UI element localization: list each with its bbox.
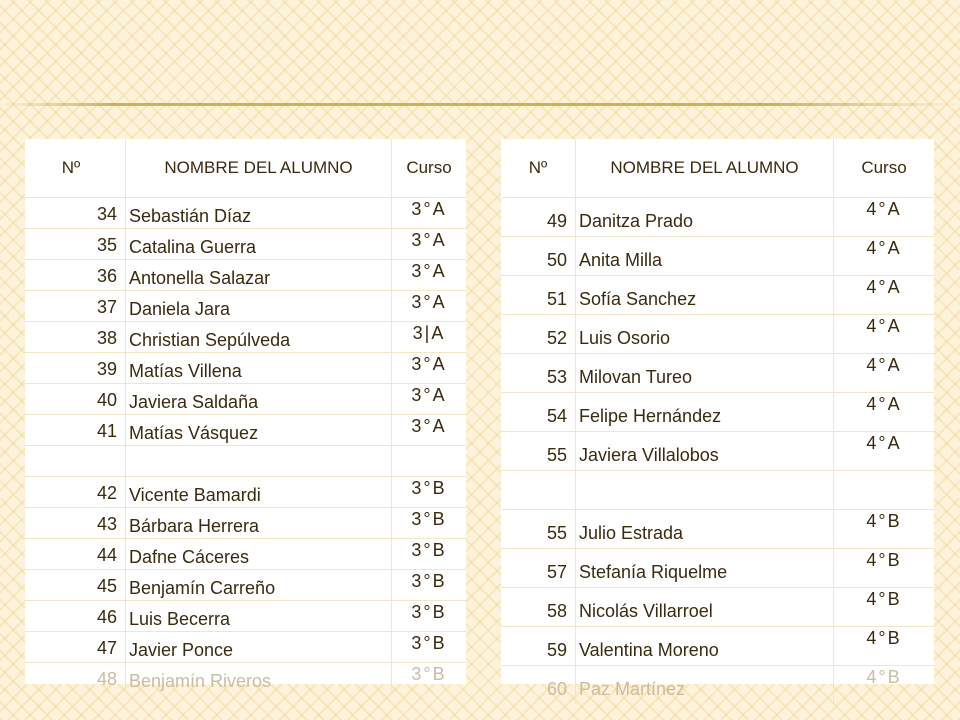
cell-num-text: 55 — [546, 444, 567, 465]
table-row — [25, 662, 466, 693]
cell-num-text: 37 — [96, 296, 117, 317]
cell-name — [126, 322, 392, 352]
cell-curso-text: 3°A — [411, 354, 447, 374]
cell-name — [576, 276, 834, 314]
cell-num-text: 43 — [96, 513, 117, 534]
cell-num — [501, 276, 576, 314]
table-row — [501, 275, 934, 314]
cell-name — [126, 291, 392, 321]
cell-curso-text: 3|A — [412, 323, 446, 343]
cell-name — [126, 446, 392, 476]
table-row — [501, 236, 934, 275]
cell-name — [576, 198, 834, 236]
cell-name-text: Daniela Jara — [129, 298, 231, 319]
cell-curso — [834, 432, 934, 470]
table-row — [501, 626, 934, 665]
cell-curso — [834, 276, 934, 314]
cell-name — [126, 663, 392, 693]
student-table-3rd-grade — [25, 139, 466, 691]
table-row — [25, 538, 466, 569]
table-header — [501, 139, 934, 197]
table-row — [25, 321, 466, 352]
table-row — [501, 587, 934, 626]
cell-num-text: 58 — [546, 600, 567, 621]
cell-num-text: 59 — [546, 639, 567, 660]
cell-name-text: Sofía Sanchez — [579, 288, 697, 309]
cell-name-text: Julio Estrada — [579, 522, 684, 543]
cell-curso — [392, 539, 466, 569]
cell-name-text: Luis Osorio — [579, 327, 671, 348]
cell-curso — [834, 588, 934, 626]
table-row — [25, 197, 466, 228]
table-row — [25, 414, 466, 445]
cell-num-text: 54 — [546, 405, 567, 426]
cell-name — [576, 393, 834, 431]
cell-curso — [392, 415, 466, 445]
cell-num-text: 49 — [546, 210, 567, 231]
cell-name-text: Valentina Moreno — [579, 639, 719, 660]
cell-name-text: Felipe Hernández — [579, 405, 722, 426]
cell-num-text: 39 — [96, 358, 117, 379]
cell-curso-text: 3°B — [411, 602, 447, 622]
cell-curso — [834, 471, 934, 509]
cell-num — [501, 471, 576, 509]
cell-curso-text: 3°A — [411, 230, 447, 250]
cell-num — [501, 432, 576, 470]
cell-num-text: 42 — [96, 482, 117, 503]
cell-name — [126, 260, 392, 290]
cell-name — [576, 510, 834, 548]
cell-name-text: Paz Martínez — [579, 678, 686, 699]
cell-name-text: Javier Ponce — [129, 639, 234, 660]
cell-curso — [392, 446, 466, 476]
cell-num-text: 40 — [96, 389, 117, 410]
cell-name-text: Javiera Villalobos — [579, 444, 719, 465]
cell-num — [25, 508, 126, 538]
cell-name-text: Javiera Saldaña — [129, 391, 259, 412]
cell-num — [25, 570, 126, 600]
table-row — [25, 383, 466, 414]
cell-name — [576, 315, 834, 353]
cell-name — [576, 432, 834, 470]
cell-num — [501, 198, 576, 236]
cell-num-text: 35 — [96, 234, 117, 255]
cell-curso-text: 4°B — [866, 511, 902, 531]
cell-num — [501, 393, 576, 431]
cell-name — [576, 471, 834, 509]
cell-curso — [834, 666, 934, 704]
cell-name-text: Vicente Bamardi — [129, 484, 261, 505]
cell-num — [25, 384, 126, 414]
cell-curso-text: 4°A — [866, 277, 902, 297]
cell-curso-text: 3°B — [411, 664, 447, 684]
cell-num-text: 44 — [96, 544, 117, 565]
cell-num — [501, 510, 576, 548]
table-row — [25, 631, 466, 662]
cell-num — [25, 477, 126, 507]
table-row — [25, 352, 466, 383]
header-name: NOMBRE DEL ALUMNO — [126, 139, 392, 197]
cell-curso-text: 4°B — [866, 628, 902, 648]
cell-num — [25, 291, 126, 321]
cell-name — [576, 237, 834, 275]
cell-name — [126, 508, 392, 538]
cell-name — [576, 627, 834, 665]
cell-curso — [392, 632, 466, 662]
cell-name — [126, 570, 392, 600]
table-row — [25, 476, 466, 507]
cell-curso — [834, 354, 934, 392]
cell-num — [25, 260, 126, 290]
cell-curso — [834, 198, 934, 236]
cell-curso — [392, 353, 466, 383]
cell-name-text: Dafne Cáceres — [129, 546, 250, 567]
cell-num — [501, 666, 576, 704]
table-row-empty — [501, 470, 934, 509]
cell-curso — [392, 260, 466, 290]
cell-curso — [392, 601, 466, 631]
cell-num-text: 38 — [96, 327, 117, 348]
cell-num-text: 57 — [546, 561, 567, 582]
table-row — [25, 228, 466, 259]
cell-num-text: 46 — [96, 606, 117, 627]
cell-curso-text: 4°A — [866, 433, 902, 453]
cell-curso-text: 3°A — [411, 385, 447, 405]
cell-name — [126, 477, 392, 507]
cell-curso-text: 3°A — [411, 292, 447, 312]
cell-name-text: Antonella Salazar — [129, 267, 271, 288]
cell-num-text: 34 — [96, 203, 117, 224]
cell-curso-text: 4°A — [866, 394, 902, 414]
cell-num-text: 53 — [546, 366, 567, 387]
cell-curso-text: 3°A — [411, 416, 447, 436]
cell-curso-text: 4°B — [866, 550, 902, 570]
table-row — [501, 197, 934, 236]
cell-curso — [392, 322, 466, 352]
cell-num-text: 60 — [546, 678, 567, 699]
table-row — [501, 392, 934, 431]
cell-name — [126, 539, 392, 569]
header-curso: Curso — [861, 158, 907, 177]
cell-num — [501, 588, 576, 626]
table-header — [25, 139, 466, 197]
cell-num — [25, 601, 126, 631]
cell-curso — [834, 315, 934, 353]
cell-num — [25, 415, 126, 445]
cell-curso-text: 3°A — [411, 199, 447, 219]
cell-num-text: 45 — [96, 575, 117, 596]
cell-name-text: Luis Becerra — [129, 608, 231, 629]
cell-curso-text: 3°A — [411, 261, 447, 281]
cell-num — [25, 229, 126, 259]
cell-curso — [392, 229, 466, 259]
cell-curso — [392, 291, 466, 321]
cell-curso — [392, 384, 466, 414]
cell-curso — [834, 237, 934, 275]
cell-num — [25, 446, 126, 476]
cell-name-text: Catalina Guerra — [129, 236, 257, 257]
cell-name — [126, 601, 392, 631]
cell-name — [126, 384, 392, 414]
cell-name-text: Stefanía Riquelme — [579, 561, 728, 582]
cell-name-text: Matías Vásquez — [129, 422, 259, 443]
cell-curso-text: 3°B — [411, 540, 447, 560]
cell-curso-text: 4°A — [866, 199, 902, 219]
cell-num — [25, 663, 126, 693]
cell-num — [25, 539, 126, 569]
cell-curso — [392, 198, 466, 228]
cell-name-text: Christian Sepúlveda — [129, 329, 291, 350]
cell-name-text: Benjamín Carreño — [129, 577, 276, 598]
cell-curso — [834, 510, 934, 548]
cell-num-text: 52 — [546, 327, 567, 348]
cell-curso-text: 3°B — [411, 633, 447, 653]
cell-name-text: Danitza Prado — [579, 210, 694, 231]
cell-num-text: 55 — [546, 522, 567, 543]
header-num: Nº — [25, 139, 126, 197]
cell-curso-text: 3°B — [411, 478, 447, 498]
cell-curso — [392, 663, 466, 693]
cell-num — [501, 315, 576, 353]
cell-num-text: 41 — [96, 420, 117, 441]
cell-name-text: Nicolás Villarroel — [579, 600, 713, 621]
table-row — [501, 509, 934, 548]
cell-num — [501, 627, 576, 665]
cell-name-text: Sebastián Díaz — [129, 205, 252, 226]
cell-curso-text: 3°B — [411, 509, 447, 529]
table-row — [501, 665, 934, 704]
cell-num — [25, 198, 126, 228]
cell-curso-text: 4°A — [866, 316, 902, 336]
cell-name — [576, 666, 834, 704]
cell-curso — [392, 508, 466, 538]
cell-num — [501, 354, 576, 392]
cell-num — [25, 322, 126, 352]
decorative-rule — [0, 103, 960, 106]
cell-curso-text: 4°B — [866, 667, 902, 687]
table-row — [501, 548, 934, 587]
cell-curso-text: 4°A — [866, 238, 902, 258]
cell-num — [25, 632, 126, 662]
cell-curso-text: 4°A — [866, 355, 902, 375]
cell-num — [25, 353, 126, 383]
table-row — [25, 600, 466, 631]
table-row — [25, 569, 466, 600]
cell-curso — [834, 549, 934, 587]
cell-name-text: Matías Villena — [129, 360, 242, 381]
cell-num — [501, 237, 576, 275]
cell-name — [576, 588, 834, 626]
cell-name-text: Anita Milla — [579, 249, 663, 270]
table-row — [25, 507, 466, 538]
cell-name — [126, 632, 392, 662]
cell-name — [126, 353, 392, 383]
cell-name — [126, 415, 392, 445]
cell-name — [126, 198, 392, 228]
cell-num-text: 51 — [546, 288, 567, 309]
header-curso: Curso — [406, 158, 452, 177]
table-row — [501, 431, 934, 470]
cell-name — [126, 229, 392, 259]
cell-curso — [834, 393, 934, 431]
cell-num-text: 50 — [546, 249, 567, 270]
table-row — [25, 290, 466, 321]
cell-num-text: 47 — [96, 637, 117, 658]
student-table-4th-grade — [501, 139, 934, 699]
cell-num-text: 48 — [96, 668, 117, 689]
cell-name-text: Benjamín Riveros — [129, 670, 272, 691]
cell-num-text: 36 — [96, 265, 117, 286]
cell-curso — [834, 627, 934, 665]
header-num: Nº — [501, 139, 576, 197]
cell-name-text: Milovan Tureo — [579, 366, 693, 387]
table-row-empty — [25, 445, 466, 476]
table-row — [25, 259, 466, 290]
table-row — [501, 314, 934, 353]
cell-curso-text: 3°B — [411, 571, 447, 591]
cell-name-text: Bárbara Herrera — [129, 515, 260, 536]
cell-curso — [392, 570, 466, 600]
cell-name — [576, 549, 834, 587]
cell-curso-text: 4°B — [866, 589, 902, 609]
table-row — [501, 353, 934, 392]
cell-num — [501, 549, 576, 587]
cell-name — [576, 354, 834, 392]
header-name: NOMBRE DEL ALUMNO — [576, 139, 834, 197]
cell-curso — [392, 477, 466, 507]
